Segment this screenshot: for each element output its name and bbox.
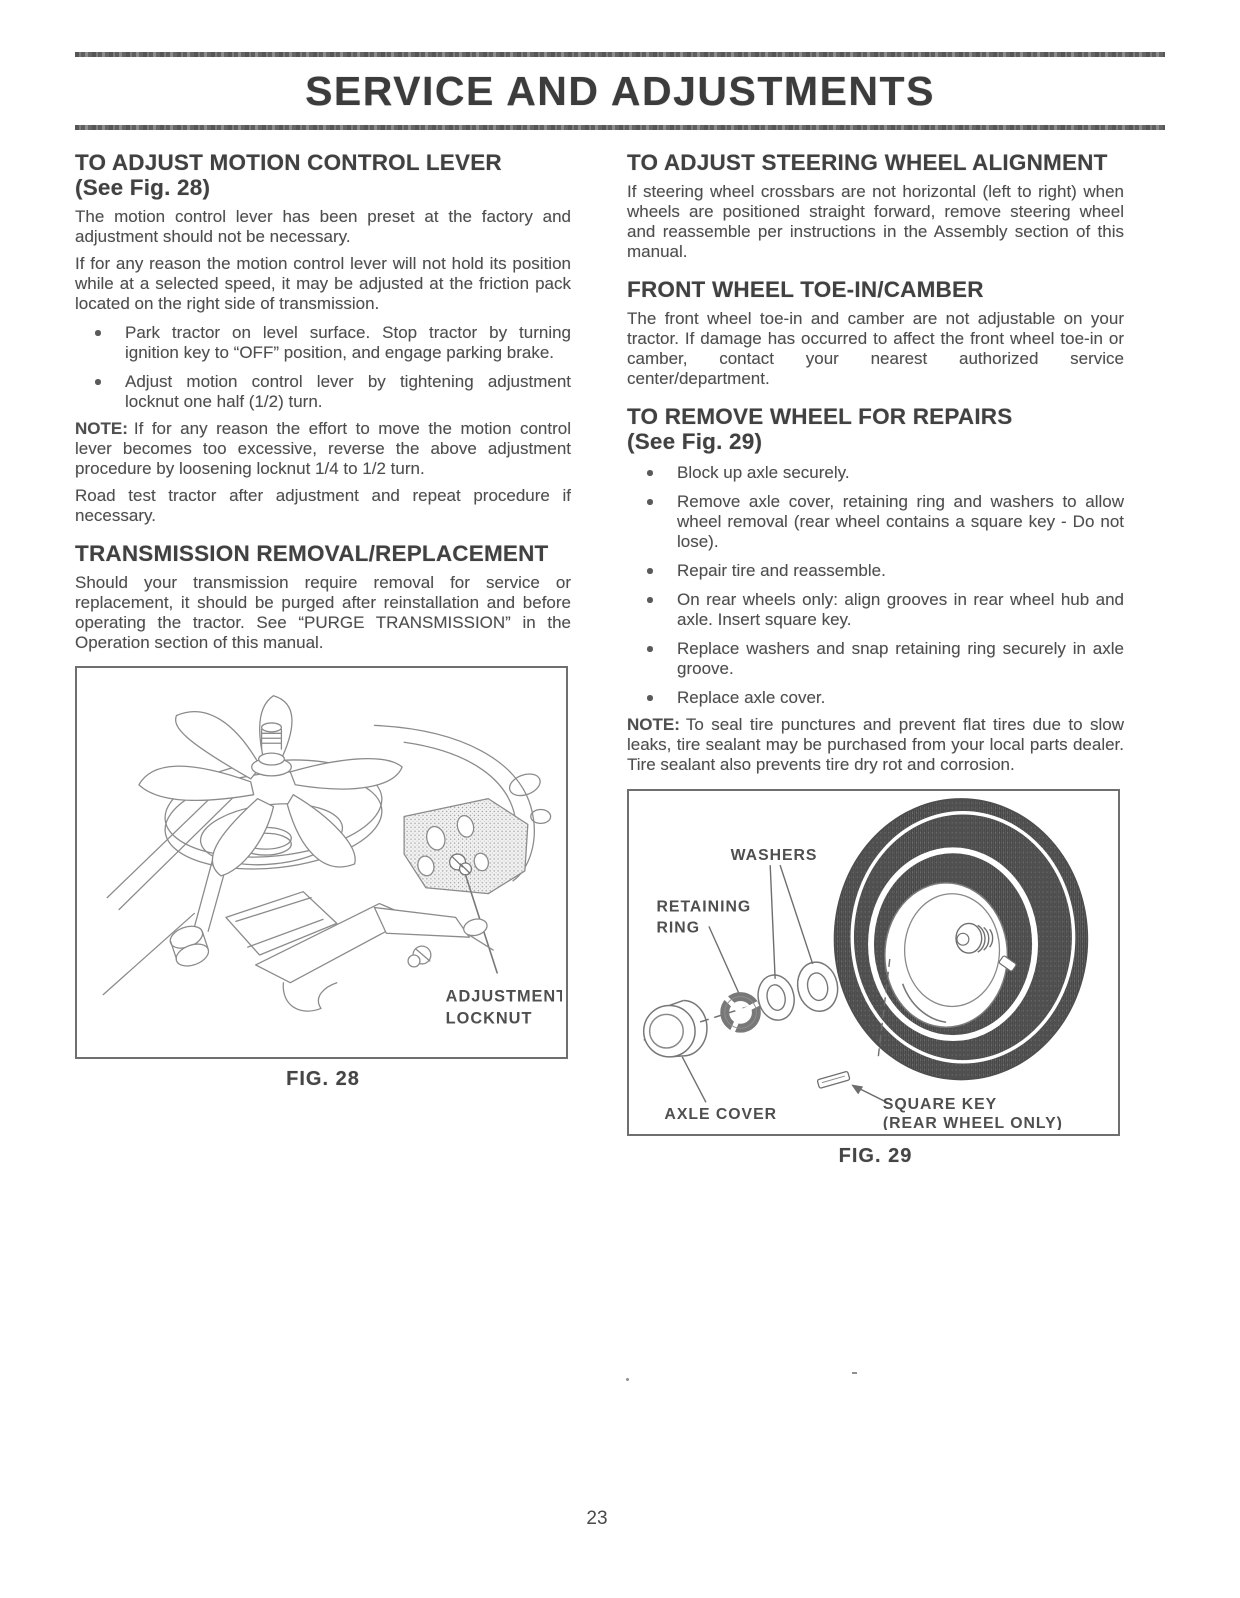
section-heading-motion-control [75, 150, 571, 200]
note-text: If for any reason the effort to move the motion control lever becomes too excessive, reverse the above adjustment procedure by loosening locknut 1/4 to 1/2 turn. [75, 419, 571, 478]
section-heading-transmission: TRANSMISSION REMOVAL/REPLACEMENT [75, 541, 549, 566]
list-item [627, 463, 1124, 483]
list-item [627, 561, 1124, 581]
title-divider [75, 125, 1165, 130]
scan-speck [626, 1378, 629, 1381]
note-label: NOTE: [75, 419, 128, 438]
list-item-text: Repair tire and reassemble. [677, 561, 886, 580]
bullet-icon [627, 639, 677, 679]
section-heading-steering: TO ADJUST STEERING WHEEL ALIGNMENT [627, 150, 1108, 175]
bullet-icon [75, 323, 125, 363]
figure-29-caption: FIG. 29 [838, 1145, 913, 1167]
list-item-text: On rear wheels only: align grooves in rear wheel hub and axle. Insert square key. [677, 590, 1124, 629]
figure-label-square-key: SQUARE KEY [882, 1096, 998, 1114]
figure-label-ring: RING [656, 919, 700, 937]
bullet-icon [627, 561, 677, 581]
figure-28-caption: FIG. 28 [286, 1068, 360, 1090]
figure-29-drawing [629, 791, 1114, 1130]
list-item [627, 590, 1124, 630]
figure-label-washers: WASHERS [730, 847, 818, 865]
note-label: NOTE: [627, 715, 680, 734]
figure-label-adjustment: ADJUSTMENT [445, 987, 562, 1006]
heading-line: (See Fig. 29) [627, 429, 763, 454]
figure-label-locknut: LOCKNUT [445, 1009, 533, 1028]
heading-line: TO REMOVE WHEEL FOR REPAIRS [627, 404, 1013, 429]
paragraph: Should your transmission require removal for service or replacement, it should be purged after reinstallation and before operating the tractor. See “PURGE TRANSMISSION” in the Operation section of this manual. [75, 573, 571, 652]
scan-speck [852, 1372, 857, 1374]
list-item [75, 372, 571, 412]
paragraph: If steering wheel crossbars are not horizontal (left to right) when wheels are positioned straight forward, remove steering wheel and reassemble per instructions in the Assembly section of this manual. [627, 182, 1124, 261]
list-item-text: Adjust motion control lever by tightening adjustment locknut one half (1/2) turn. [125, 372, 571, 411]
list-item-text: Replace axle cover. [677, 688, 826, 707]
note-paragraph [627, 715, 1124, 775]
section-heading-toe-in: FRONT WHEEL TOE-IN/CAMBER [627, 277, 984, 302]
paragraph: If for any reason the motion control lever will not hold its position while at a selected speed, it may be adjusted at the friction pack located on the right side of transmission. [75, 254, 571, 313]
list-item-text: Park tractor on level surface. Stop tractor by turning ignition key to “OFF” position, and engage parking brake. [125, 323, 571, 362]
figure-label-axle-cover: AXLE COVER [664, 1106, 778, 1124]
paragraph: The front wheel toe-in and camber are not adjustable on your tractor. If damage has occurred to affect the front wheel toe-in or camber, contact your nearest authorized service center/department. [627, 309, 1124, 388]
list-item [627, 688, 1124, 708]
list-item-text: Block up axle securely. [677, 463, 850, 482]
figure-label-rear-wheel-only: (REAR WHEEL ONLY) [882, 1115, 1063, 1130]
note-text: To seal tire punctures and prevent flat tires due to slow leaks, tire sealant may be purchased from your local parts dealer. Tire sealant also prevents tire dry rot and corrosion. [627, 715, 1124, 774]
bullet-icon [75, 372, 125, 412]
paragraph: Road test tractor after adjustment and repeat procedure if necessary. [75, 486, 571, 525]
list-item [75, 323, 571, 363]
two-column-body [75, 150, 1165, 1168]
top-divider [75, 52, 1165, 57]
heading-line: (See Fig. 28) [75, 175, 211, 200]
figure-28 [75, 666, 568, 1059]
right-column [627, 150, 1124, 1168]
list-item [627, 492, 1124, 552]
bullet-icon [627, 688, 677, 708]
figure-label-retaining: RETAINING [656, 898, 752, 916]
figure-29 [627, 789, 1120, 1136]
paragraph: The motion control lever has been preset at the factory and adjustment should not be necessary. [75, 207, 571, 246]
heading-line: TO ADJUST MOTION CONTROL LEVER [75, 150, 502, 175]
page-number: 23 [586, 1508, 608, 1529]
list-item-text: Replace washers and snap retaining ring securely in axle groove. [677, 639, 1124, 678]
list-item [627, 639, 1124, 679]
page-title: SERVICE AND ADJUSTMENTS [305, 68, 935, 114]
left-column [75, 150, 571, 1168]
bullet-icon [627, 590, 677, 630]
section-heading-remove-wheel [627, 404, 1124, 454]
bullet-icon [627, 463, 677, 483]
note-paragraph [75, 419, 571, 479]
list-item-text: Remove axle cover, retaining ring and washers to allow wheel removal (rear wheel contains a square key - Do not lose). [677, 492, 1124, 551]
bullet-icon [627, 492, 677, 552]
figure-28-drawing [77, 668, 562, 1053]
